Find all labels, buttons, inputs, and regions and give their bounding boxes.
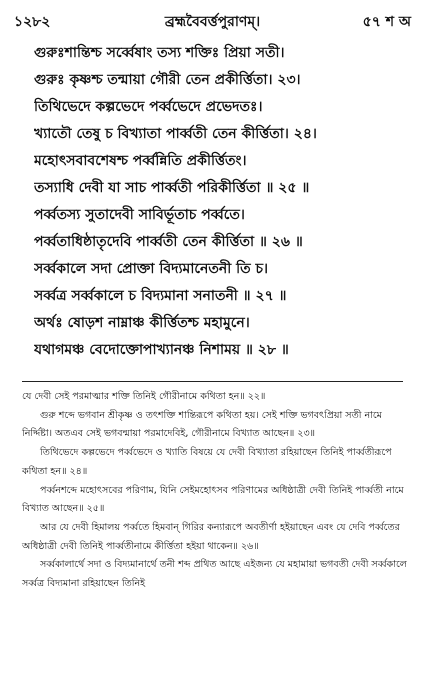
- section-divider: [22, 381, 403, 382]
- verse-line: পর্ব্বতাধিষ্ঠাতৃদেবি পার্ব্বতী তেন কীর্ত্তিতা ॥ ২৬ ॥: [34, 234, 303, 250]
- verse-line: সর্ব্বকালে সদা প্রোক্তা বিদ্যমানেতনী তি চ।: [34, 261, 269, 277]
- commentary-paragraph: তিথিভেদে কল্পভেদে পর্ব্বভেদে ও খ্যাতি বিষয়ে যে দেবী বিখ্যাতা রহিয়াছেন তিনিই পার্ব্বতীরূপে কথিতা হন॥ ২৪॥: [22, 447, 392, 477]
- verse-line: অর্থঃ ষোড়শ নাম্নাঞ্চ কীর্ত্তিতশ্চ মহামুনে।: [34, 315, 250, 331]
- page-number: ১২৮২: [14, 14, 51, 30]
- chapter-label: ৫৭ শ অ: [362, 14, 411, 30]
- verse-line: যথাগমঞ্চ বেদোক্তোপাখ্যানঞ্চ নিশাময় ॥ ২৮ ॥: [34, 342, 289, 358]
- commentary-paragraph: সর্ব্বকালার্থে সদা ও বিদ্যমানার্থে তনী শব্দ প্রথিত আছে এইজন্য যে মহামায়া ভগবতী দেবী সর্ব্বকালে সর্ব্বত্র বিদ্যমানা রহিয়াছেন তিনিই: [22, 559, 407, 590]
- running-title: ব্রহ্মবৈবর্ত্তপুরাণম্।: [164, 14, 261, 30]
- verse-line: তস্যাধি দেবী যা সাচ পার্ব্বতী পরিকীর্ত্তিতা ॥ ২৫ ॥: [34, 180, 310, 196]
- verse-line: মহোৎসবাবশেষশ্চ পর্ব্বন্নিতি প্রকীর্ত্তিতং।: [34, 153, 247, 169]
- commentary-paragraph: আর যে দেবী হিমালয় পর্ব্বতে হিমবান্ গিরির কন্যারূপে অবতীর্ণা হইয়াছেন এবং যে দেবি পর্ব্বতের অধিষ্ঠাত্রী দেবী তিনিই পার্ব্বতীনামে কীর্ত্তিতা হইয়া থাকেন॥ ২৬॥: [22, 521, 400, 552]
- commentary-paragraph: গুরু শব্দে ভগবান শ্রীকৃষ্ণ ও তৎশক্তি শান্তিরূপে কথিতা হয়। সেই শক্তি ভগবৎপ্রিয়া সতী নামে নির্দ্দিষ্টা। অতএব সেই ভগবন্মায়া পরমাদেবিই, গৌরীনামে বিখ্যাত আছেন॥ ২৩॥: [22, 409, 382, 440]
- commentary-paragraph: পর্ব্বনশব্দে মহোৎসবের পরিণাম, যিনি সেইমহোৎসব পরিণামের অধিষ্ঠাত্রী দেবী তিনিই পার্ব্বতী নামে বিখ্যাত আছেন॥ ২৫॥: [22, 484, 404, 515]
- verse-line: খ্যাতৌ তেষু চ বিখ্যাতা পার্ব্বতী তেন কীর্ত্তিতা। ২৪।: [34, 126, 317, 142]
- bengali-commentary: [22, 388, 411, 594]
- verse-line: সর্ব্বত্র সর্ব্বকালে চ বিদ্যমানা সনাতনী ॥ ২৭ ॥: [34, 288, 287, 304]
- verse-line: গুরুঃ কৃষ্ণশ্চ তন্মায়া গৌরী তেন প্রকীর্ত্তিতা। ২৩।: [34, 72, 301, 88]
- verse-line: তিথিভেদে কল্পভেদে পর্ব্বভেদে প্রভেদতঃ।: [34, 99, 263, 115]
- sanskrit-verses: [34, 40, 415, 364]
- commentary-paragraph: যে দেবী সেই পরমাত্মার শক্তি তিনিই গৌরীনামে কথিতা হন॥ ২২॥: [22, 391, 266, 402]
- verse-line: পর্ব্বতস্য সুতাদেবী সাবির্ভূতাচ পর্ব্বতে।: [34, 207, 245, 223]
- verse-line: গুরুঃশান্তিশ্চ সর্ব্বেষাং তস্য শক্তিঃ প্রিয়া সতী।: [34, 45, 285, 61]
- page-header: [12, 6, 413, 32]
